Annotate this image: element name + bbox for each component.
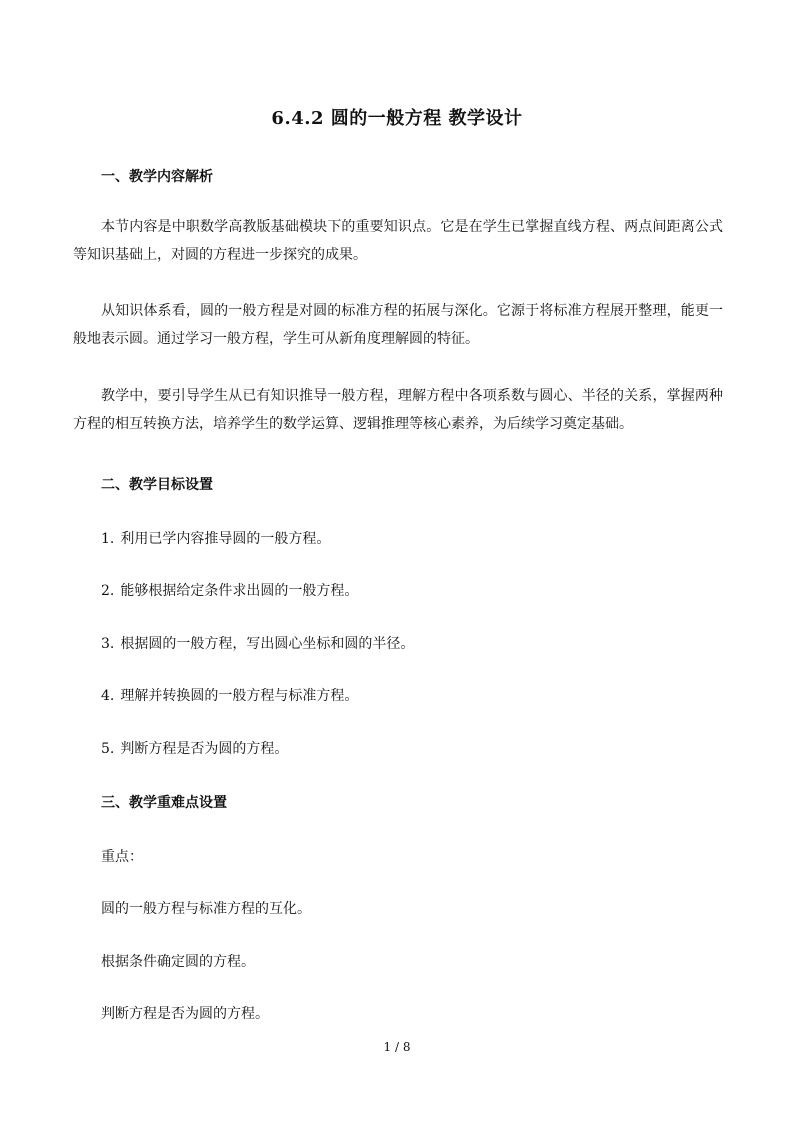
- list-item-text: 利用已学内容推导圆的一般方程。: [120, 531, 331, 547]
- list-item: [101, 738, 288, 758]
- paragraph-1: 本节内容是中职数学高教版基础模块下的重要知识点。它是在学生已掌握直线方程、两点间距离公式等知识基础上，对圆的方程进一步探究的成果。: [73, 219, 723, 263]
- list-item-text: 判断方程是否为圆的方程。: [120, 741, 289, 757]
- list-item-number: 5.: [101, 741, 115, 757]
- key-points-label: 重点：: [101, 849, 143, 865]
- list-item-text: 理解并转换圆的一般方程与标准方程。: [120, 688, 359, 704]
- list-item-text: 能够根据给定条件求出圆的一般方程。: [120, 583, 359, 599]
- paragraph-3: 教学中，要引导学生从已有知识推导一般方程，理解方程中各项系数与圆心、半径的关系，掌握两种方程的相互转换方法，培养学生的数学运算、逻辑推理等核心素养，为后续学习奠定基础。: [73, 388, 723, 432]
- list-item: [101, 528, 330, 548]
- list-item-number: 3.: [101, 636, 115, 652]
- paragraph-2: 从知识体系看，圆的一般方程是对圆的标准方程的拓展与深化。它源于将标准方程展开整理，能更一般地表示圆。通过学习一般方程，学生可从新角度理解圆的特征。: [73, 303, 723, 347]
- key-point-item: 圆的一般方程与标准方程的互化。: [101, 901, 311, 917]
- list-item: [101, 685, 358, 705]
- list-item-number: 4.: [101, 688, 115, 704]
- list-item-text: 根据圆的一般方程，写出圆心坐标和圆的半径。: [120, 636, 415, 652]
- section-heading-key-difficulties: 三、教学重难点设置: [101, 795, 227, 811]
- page-number: 1 / 8: [383, 1040, 411, 1054]
- list-item-number: 2.: [101, 583, 115, 599]
- key-point-item: 根据条件确定圆的方程。: [101, 954, 255, 970]
- list-item: [101, 580, 358, 600]
- section-heading-objectives: 二、教学目标设置: [101, 477, 213, 493]
- section-heading-content-analysis: 一、教学内容解析: [101, 169, 213, 185]
- key-point-item: 判断方程是否为圆的方程。: [101, 1006, 269, 1022]
- document-title: 6.4.2 圆的一般方程 教学设计: [271, 108, 523, 129]
- list-item: [101, 633, 414, 653]
- list-item-number: 1.: [101, 531, 115, 547]
